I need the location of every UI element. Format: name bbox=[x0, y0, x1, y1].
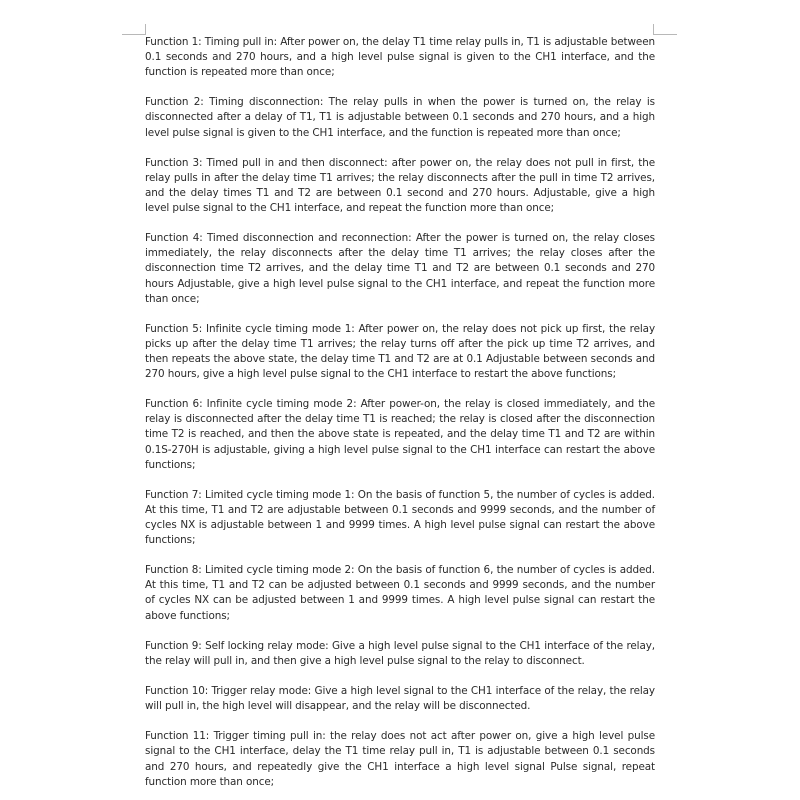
paragraph-function-3: Function 3: Timed pull in and then disconnect: after power on, the relay does not pull in first, the relay pulls in after the delay time T1 arrives; the relay disconnects after the pull in time T2 arrives, and the delay times T1 and T2 are between 0.1 second and 270 hours. Adjustable, give a high level pulse signal to the CH1 interface, and repeat the function more than once; bbox=[145, 156, 655, 215]
paragraph-function-8: Function 8: Limited cycle timing mode 2: On the basis of function 6, the number of cycles is added. At this time, T1 and T2 can be adjusted between 0.1 seconds and 9999 seconds, and the number of cycles NX can be adjusted between 1 and 9999 times. A high level pulse signal can restart the above functions; bbox=[145, 564, 655, 622]
paragraph-function-1: Function 1: Timing pull in: After power on, the delay T1 time relay pulls in, T1 is adjustable between 0.1 seconds and 270 hours, and a high level pulse signal is given to the CH1 interface, and the function is repeated more than once; bbox=[145, 36, 655, 79]
paragraph-function-5: Function 5: Infinite cycle timing mode 1: After power on, the relay does not pick up first, the relay picks up after the delay time T1 arrives; the relay turns off after the pick up time T2 arrives, and then repeats the above state, the delay time T1 and T2 are at 0.1 Adjustable between seconds and 270 hours, give a high level pulse signal to the CH1 interface to restart the above functions; bbox=[145, 322, 655, 381]
paragraph-function-7: Function 7: Limited cycle timing mode 1: On the basis of function 5, the number of cycles is added. At this time, T1 and T2 are adjustable between 0.1 seconds and 9999 seconds, and the number of cycles NX is adjustable between 1 and 9999 times. A high level pulse signal can restart the above functions; bbox=[145, 488, 655, 547]
paragraph-function-2: Function 2: Timing disconnection: The relay pulls in when the power is turned on, the relay is disconnected after a delay of T1, T1 is adjustable between 0.1 seconds and 270 hours, and a high level pulse signal is given to the CH1 interface, and the function is repeated more than once; bbox=[145, 96, 655, 139]
margin-mark-top-left bbox=[122, 34, 146, 35]
paragraph-function-6: Function 6: Infinite cycle timing mode 2: After power-on, the relay is closed immediately, and the relay is disconnected after the delay time T1 is reached; the relay is closed after the disconnection time T2 is reached, and then the above state is repeated, and the delay time T1 and T2 are within 0.1S-270H is adjustable, giving a high level pulse signal to the CH1 interface can restart the above functions; bbox=[145, 398, 655, 471]
paragraph-function-11: Function 11: Trigger timing pull in: the relay does not act after power on, give a high level pulse signal to the CH1 interface, delay the T1 time relay pull in, T1 is adjustable between 0.1 seconds and 270 hours, and repeatedly give the CH1 interface a high level signal Pulse signal, repeat function more than once; bbox=[145, 730, 655, 788]
paragraph-function-4: Function 4: Timed disconnection and reconnection: After the power is turned on, the relay closes immediately, the relay disconnects after the delay time T1 arrives; the relay closes after the disconnection time T2 arrives, and the delay time T1 and T2 are between 0.1 seconds and 270 hours Adjustable, give a high level pulse signal to the CH1 interface, and repeat the function more than once; bbox=[145, 232, 655, 305]
document-body[interactable] bbox=[145, 35, 655, 800]
margin-mark-top-right-vertical bbox=[653, 24, 654, 35]
margin-mark-top-right bbox=[653, 34, 677, 35]
margin-mark-top-left-vertical bbox=[145, 24, 146, 35]
paragraph-function-10: Function 10: Trigger relay mode: Give a high level signal to the CH1 interface of the relay, the relay will pull in, the high level will disappear, and the relay will be disconnected. bbox=[145, 685, 655, 713]
paragraph-function-9: Function 9: Self locking relay mode: Give a high level pulse signal to the CH1 interface of the relay, the relay will pull in, and then give a high level pulse signal to the relay to disconnect. bbox=[145, 639, 655, 667]
